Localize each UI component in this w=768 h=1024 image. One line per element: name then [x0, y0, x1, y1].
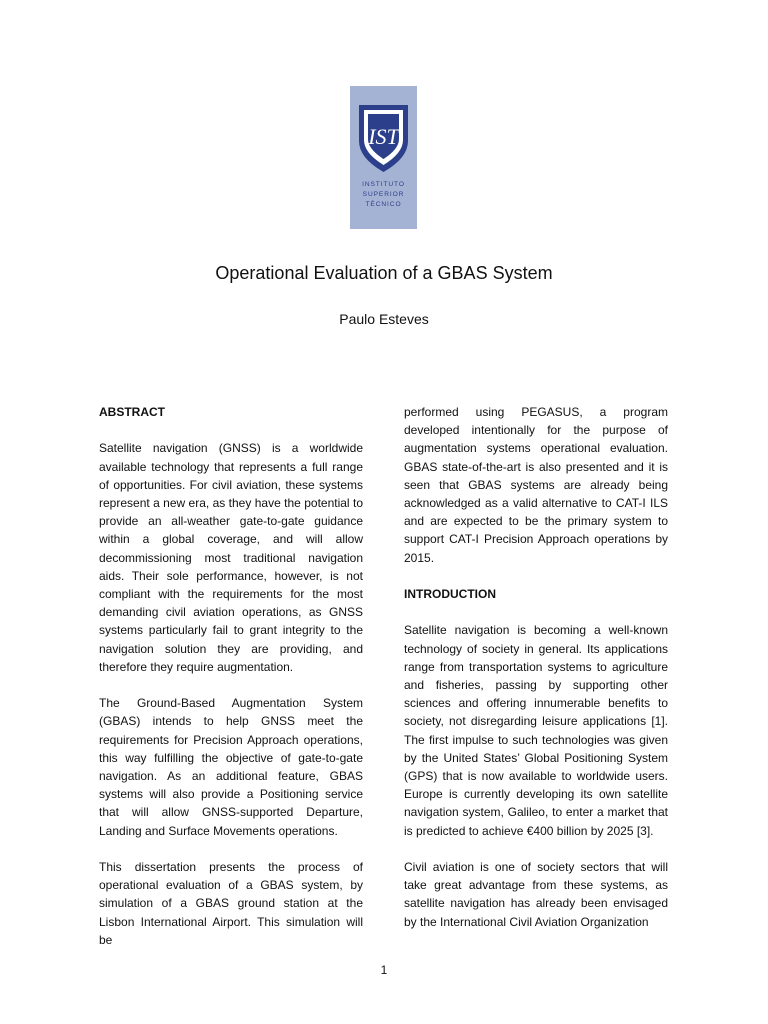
abstract-heading: ABSTRACT [99, 405, 165, 419]
abstract-paragraph: This dissertation presents the process of operational evaluation of a GBAS system, by simulation of a GBAS ground station at the Lisbon International Airport. This simulation will be [99, 860, 363, 947]
paper-title: Operational Evaluation of a GBAS System [215, 263, 553, 283]
introduction-paragraph: Civil aviation is one of society sectors that will take great advantage from these systems, as satellite navigation has already been envisaged by the International Civil Aviation Organization [404, 860, 668, 929]
shield-icon [350, 86, 417, 176]
introduction-heading: INTRODUCTION [404, 587, 496, 602]
author-name: Paulo Esteves [339, 311, 429, 327]
right-column [404, 403, 668, 949]
abstract-paragraph: The Ground-Based Augmentation System (GBAS) intends to help GNSS meet the requirements for Precision Approach operations, this way fulfilling the objective of gate-to-gate navigation. As an additional feature, GBAS systems will also provide a Positioning service that will allow GNSS-supported Departure, Landing and Surface Movements operations. [99, 696, 363, 838]
ist-logo [350, 86, 417, 229]
logo-line: SUPERIOR [362, 191, 405, 198]
logo-text [350, 180, 417, 210]
logo-line: INSTITUTO [362, 181, 405, 188]
abstract-paragraph: Satellite navigation (GNSS) is a worldwide available technology that represents a full range of opportunities. For civil aviation, these systems represent a new era, as they have the potential to provide an all-weather gate-to-gate guidance within a global coverage, and will allow decommissioning most traditional navigation aids. Their sole performance, however, is not compliant with the requirements for the most demanding civil aviation operations, as GNSS systems particularly fail to grant integrity to the navigation solution they are providing, and therefore they require augmentation. [99, 441, 363, 674]
abstract-paragraph-continued: performed using PEGASUS, a program developed intentionally for the purpose of augmentation systems operational evaluation. GBAS state-of-the-art is also presented and it is seen that GBAS systems are already being acknowledged as a valid alternative to CAT-I ILS and are expected to be the primary system to support CAT-I Precision Approach operations by 2015. [404, 405, 668, 565]
logo-line: TÉCNICO [365, 201, 402, 208]
page-number: 1 [380, 963, 388, 977]
introduction-paragraph: Satellite navigation is becoming a well-known technology of society in general. Its applications range from transportation systems to agriculture and fisheries, passing by supporting other sciences and offering innumerable benefits to society, not disregarding leisure applications [1]. The first impulse to such technologies was given by the United States’ Global Positioning System (GPS) that is now available to worldwide users. Europe is currently developing its own satellite navigation system, Galileo, to enter a market that is predicted to achieve €400 billion by 2025 [3]. [404, 623, 668, 838]
svg-text:IST: IST [368, 124, 399, 149]
left-column [99, 403, 363, 967]
